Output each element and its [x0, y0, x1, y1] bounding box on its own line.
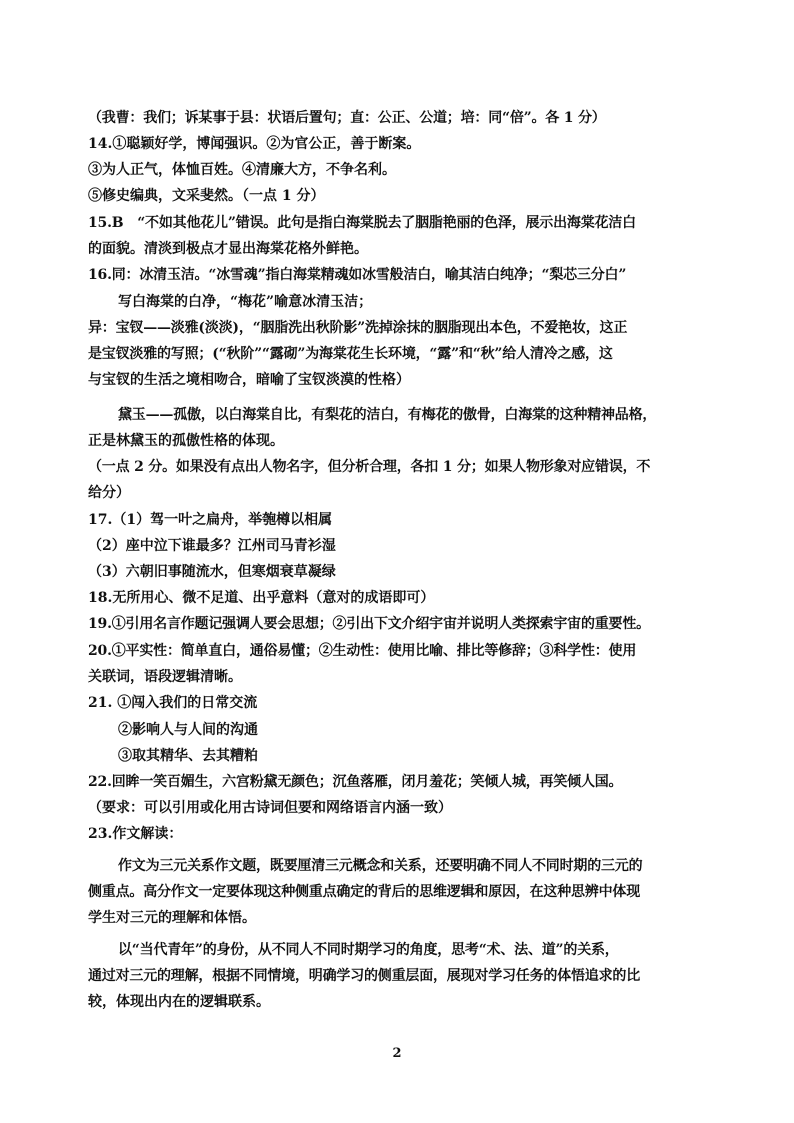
text-line: 侧重点。高分作文一定要体现这种侧重点确定的背后的思维逻辑和原因，在这种思辨中体现: [88, 884, 640, 900]
text-line: ③取其精华、去其糟粕: [118, 748, 258, 764]
text-line: 23.作文解读：: [88, 826, 183, 842]
page-number: 2: [392, 1046, 402, 1061]
text-line: 关联词，语段逻辑清晰。: [88, 669, 242, 685]
text-line: 黛玉——孤傲，以白海棠自比，有梨花的洁白，有梅花的傲骨，白海棠的这种精神品格，: [118, 407, 657, 423]
text-line: ②影响人与人间的沟通: [118, 722, 258, 738]
text-line: （我曹：我们；诉某事于县：状语后置句；直：公正、公道；培：同“倍”。各 1 分）: [88, 110, 606, 126]
text-line: （要求：可以引用或化用古诗词但要和网络语言内涵一致）: [88, 800, 452, 816]
text-line: ⑤修史编典，文采斐然。（一点 1 分）: [88, 188, 325, 204]
text-line: 给分）: [88, 485, 130, 501]
text-line: 写白海棠的白净，“梅花”喻意冰清玉洁；: [118, 294, 373, 310]
text-line: 14.①聪颖好学，博闻强识。②为官公正，善于断案。: [88, 136, 421, 152]
text-line: （2）座中泣下谁最多？江州司马青衫湿: [88, 538, 336, 554]
text-line: 学生对三元的理解和体悟。: [88, 910, 256, 926]
text-line: 16.同：冰清玉洁。“冰雪魂”指白海棠精魂如冰雪般洁白，喻其洁白纯净；“梨芯三分白”: [88, 267, 627, 283]
text-line: 18.无所用心、微不足道、出乎意料（意对的成语即可）: [88, 590, 435, 606]
text-line: 较，体现出内在的逻辑联系。: [88, 994, 270, 1010]
text-line: 正是林黛玉的孤傲性格的体现。: [88, 433, 284, 449]
text-line: 17.（1）驾一叶之扁舟，举匏樽以相属: [88, 512, 333, 528]
text-line: 通过对三元的理解，根据不同情境，明确学习的侧重层面，展现对学习任务的体悟追求的比: [88, 968, 640, 984]
text-line: 异：宝钗——淡雅(淡淡)，“胭脂洗出秋阶影”洗掉涂抹的胭脂现出本色，不爱艳妆，这正: [88, 320, 628, 336]
text-line: （3）六朝旧事随流水，但寒烟衰草凝绿: [88, 564, 336, 580]
text-line: 21. ①闯入我们的日常交流: [88, 695, 258, 711]
text-line: 19.①引用名言作题记强调人要会思想；②引出下文介绍宇宙并说明人类探索宇宙的重要性。: [88, 616, 650, 632]
text-line: ③为人正气，体恤百姓。④清廉大方，不争名利。: [88, 162, 396, 178]
text-line: 22.回眸一笑百媚生，六宫粉黛无颜色；沉鱼落雁，闭月羞花；笑倾人城，再笑倾人国。: [88, 774, 623, 790]
text-line: 以“当代青年”的身份，从不同人不同时期学习的角度，思考“术、法、道”的关系，: [118, 942, 619, 958]
text-line: 与宝钗的生活之境相吻合，暗喻了宝钗淡漠的性格）: [88, 372, 410, 388]
text-line: 15.B “不如其他花儿”错误。此句是指白海棠脱去了胭脂艳丽的色泽，展示出海棠花洁白: [88, 215, 636, 231]
text-line: 20.①平实性：简单直白，通俗易懂；②生动性：使用比喻、排比等修辞；③科学性：使用: [88, 643, 637, 659]
text-line: 作文为三元关系作文题，既要厘清三元概念和关系，还要明确不同人不同时期的三元的: [118, 858, 643, 874]
text-line: 是宝钗淡雅的写照；(“秋阶”“露砌”为海棠花生长环境，“露”和“秋”给人清冷之感，这: [88, 346, 613, 362]
text-line: 的面貌。清淡到极点才显出海棠花格外鲜艳。: [88, 241, 368, 257]
text-line: （一点 2 分。如果没有点出人物名字，但分析合理，各扣 1 分；如果人物形象对应错误，不: [88, 459, 651, 475]
